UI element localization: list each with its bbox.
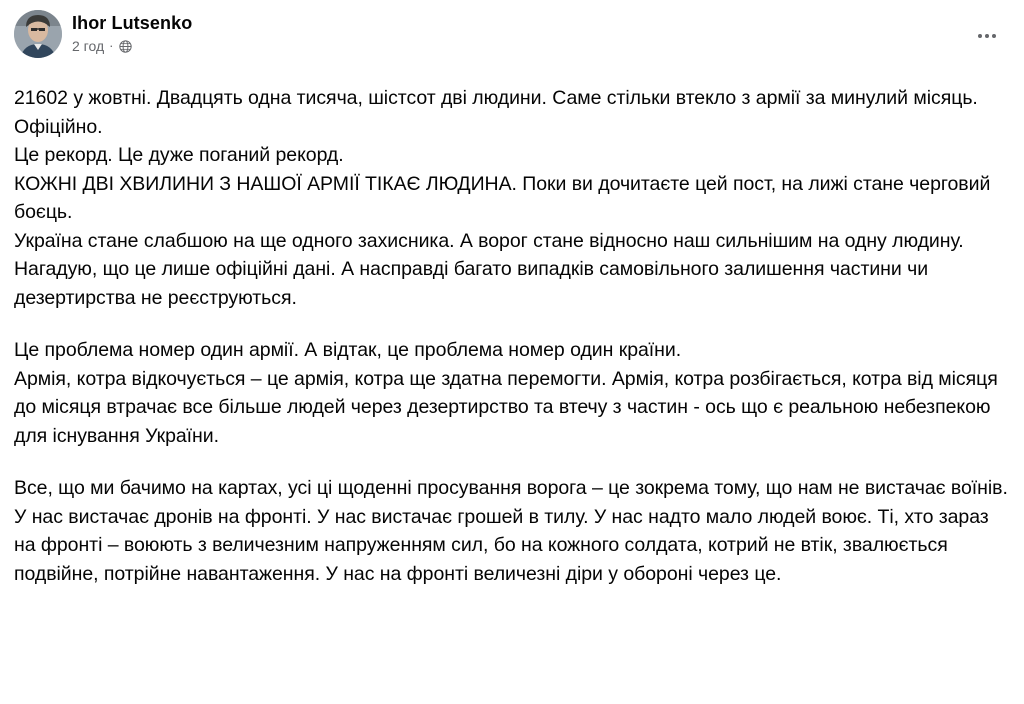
menu-dot-1 (978, 34, 982, 38)
post-paragraph: КОЖНІ ДВІ ХВИЛИНИ З НАШОЇ АРМІЇ ТІКАЄ ЛЮДИНА. Поки ви дочитаєте цей пост, на лижі стане черговий боєць. (14, 172, 991, 223)
post-paragraph: Україна стане слабшою на ще одного захисника. А ворог стане відносно наш сильнішим на одну людину. (14, 229, 964, 252)
globe-icon[interactable] (118, 39, 132, 53)
menu-dot-2 (985, 34, 989, 38)
post-body (14, 84, 1010, 588)
post-paragraph: Армія, котра відкочується – це армія, котра ще здатна перемогти. Армія, котра розбігається, котра від місяця до місяця втрачає все більше людей через дезертирство та втечу з частин - ось що є реальною небезпекою для існування України. (14, 367, 998, 447)
meta-separator: · (109, 38, 114, 53)
post-header (14, 10, 1010, 72)
post-paragraph: Нагадую, що це лише офіційні дані. А насправді багато випадків самовільного залишення частини чи дезертирства не реєструються. (14, 258, 929, 309)
avatar[interactable] (14, 10, 62, 58)
post-paragraph: 21602 у жовтні. Двадцять одна тисяча, шістсот дві людини. Саме стільки втекло з армії за минулий місяць. Офіційно. (14, 87, 978, 138)
post-paragraph: У нас вистачає дронів на фронті. У нас вистачає грошей в тилу. У нас надто мало людей воює. Ті, хто зараз на фронті – воюють з величезним напруженням сил, бо на кожного солдата, котрий не втік, звалюється подвійне, потрійне навантаження. У нас на фронті величезні діри у обороні через це. (14, 505, 989, 585)
post-author-name[interactable]: Ihor Lutsenko (72, 13, 193, 33)
post-header-text (72, 10, 192, 55)
post-timestamp[interactable]: 2 год (72, 38, 105, 54)
post-paragraph: Все, що ми бачимо на картах, усі ці щоденні просування ворога – це зокрема тому, що нам не вистачає воїнів. (14, 477, 1008, 499)
more-options-icon[interactable] (970, 24, 1004, 48)
post-meta (72, 37, 192, 55)
menu-dot-3 (992, 34, 996, 38)
post-paragraph: Це рекорд. Це дуже поганий рекорд. (14, 144, 344, 166)
post-paragraph: Це проблема номер один армії. А відтак, це проблема номер один країни. (14, 339, 682, 361)
